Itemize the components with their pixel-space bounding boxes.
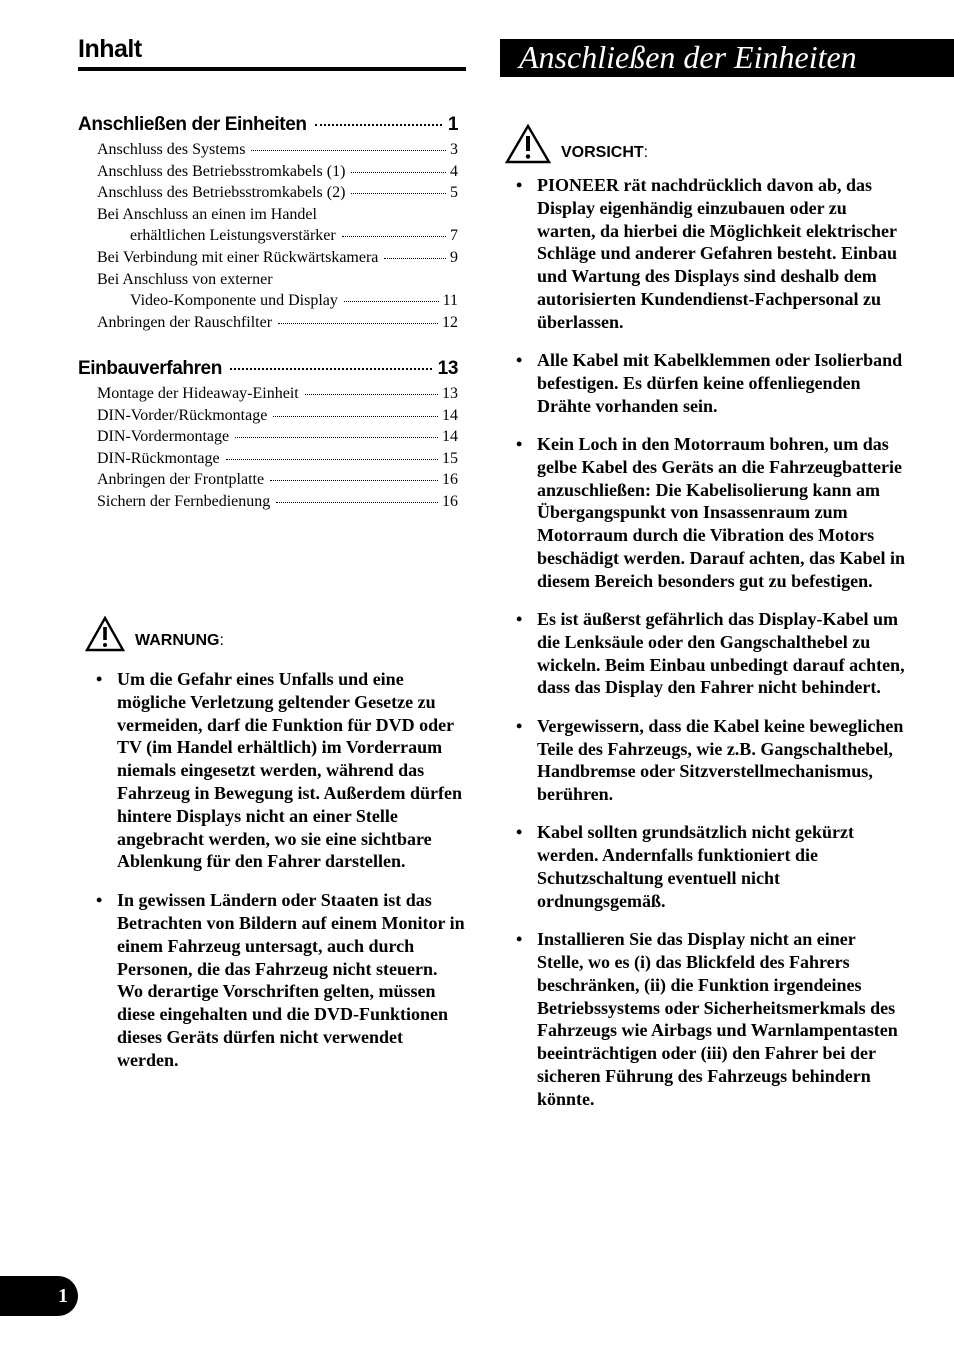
warning-label: WARNUNG: bbox=[135, 632, 224, 649]
toc-main-page: 1 bbox=[447, 114, 458, 135]
toc-entry-line2[interactable] bbox=[78, 290, 458, 312]
dot-leader bbox=[344, 301, 439, 302]
dot-leader bbox=[278, 323, 438, 324]
caution-item-text: Kabel sollten grundsätzlich nicht gekürzt werden. Andernfalls funktioniert die Schutzschaltung eventuell nicht ordnungsgemäß. bbox=[537, 822, 855, 911]
toc-entry-text: Bei Anschluss an einen im Handel bbox=[97, 205, 317, 223]
toc-section-einbauverfahren bbox=[78, 356, 458, 513]
toc-entry-text: Anschluss des Betriebsstromkabels (1) bbox=[97, 162, 346, 180]
toc-entry-text: Anschluss des Betriebsstromkabels (2) bbox=[97, 184, 346, 202]
dot-leader bbox=[273, 416, 438, 417]
toc-entry-page: 3 bbox=[450, 141, 458, 158]
page-number: 1 bbox=[58, 1285, 68, 1307]
warning-triangle-icon bbox=[505, 124, 551, 164]
dot-leader bbox=[351, 172, 446, 173]
toc-entry[interactable] bbox=[78, 469, 458, 491]
bullet: • bbox=[516, 715, 523, 736]
toc-entry-text: Anbringen der Rauschfilter bbox=[97, 313, 273, 331]
bullet: • bbox=[516, 350, 523, 371]
toc-main-entry[interactable] bbox=[78, 112, 458, 138]
warning-block bbox=[85, 616, 465, 1072]
dot-leader bbox=[384, 258, 446, 259]
toc-entry-text: DIN-Rückmontage bbox=[97, 449, 220, 467]
caution-item-text: PIONEER rät nachdrücklich davon ab, das Display eigenhändig einzubauen oder zu warten, da hierbei die Möglichkeit elektrischer Schläge und anderer Gefahren besteht. Einbau und Wartung des Displays sind deshalb dem autorisierten Kundendienst-Fachpersonal zu überlassen. bbox=[537, 175, 898, 332]
dot-leader bbox=[315, 124, 442, 126]
bullet: • bbox=[516, 822, 523, 843]
toc-main-title: Anschließen der Einheiten bbox=[78, 114, 307, 135]
dot-leader bbox=[305, 394, 438, 395]
toc-entry-page: 14 bbox=[442, 428, 458, 446]
dot-leader bbox=[270, 480, 438, 481]
toc-entry-text-cont: Video-Komponente und Display bbox=[130, 292, 338, 310]
caution-block bbox=[505, 124, 905, 1110]
toc-entry-text: Bei Anschluss von externer bbox=[97, 270, 273, 288]
dot-leader bbox=[351, 193, 446, 194]
toc-entry-page: 16 bbox=[442, 471, 458, 489]
toc-entry[interactable] bbox=[78, 491, 458, 513]
warning-item-text: Um die Gefahr eines Unfalls und eine mögliche Verletzung geltender Gesetze zu vermeiden, darf die Funktion für DVD oder TV (im Handel erhältlich) im Vorderraum niemals eingesetzt werden, während das Fahrzeug in Bewegung ist. Außerdem dürfen hintere Displays nicht an einer Stelle angebracht werden, wo sie eine sichtbare Ablenkung für den Fahrer darstellen. bbox=[117, 669, 463, 872]
caution-item bbox=[505, 433, 905, 593]
page-number-tab bbox=[0, 1276, 78, 1316]
toc-entry-text: Sichern der Fernbedienung bbox=[97, 492, 271, 510]
toc-entry[interactable] bbox=[78, 448, 458, 470]
toc-entry-text: DIN-Vorder/Rückmontage bbox=[97, 406, 268, 424]
toc-entry-line1[interactable] bbox=[78, 204, 458, 226]
warning-item bbox=[85, 668, 465, 873]
toc-entry-page: 4 bbox=[450, 162, 458, 180]
dot-leader bbox=[230, 368, 432, 370]
toc-entry-page: 15 bbox=[442, 449, 458, 467]
toc-main-entry[interactable] bbox=[78, 356, 458, 382]
toc-entry-text: Bei Verbindung mit einer Rückwärtskamera bbox=[97, 248, 379, 266]
toc-entry-page: 13 bbox=[442, 385, 458, 402]
dot-leader bbox=[226, 459, 438, 460]
warning-item-text: In gewissen Ländern oder Staaten ist das Betrachten von Bildern auf einem Monitor in einem Fahrzeug untersagt, auch durch Personen, die das Fahrzeug nicht steuern. Wo derartige Vorschriften gelten, müssen diese eingehalten und die DVD-Funktionen dieses Geräts dürfen nicht verwendet werden. bbox=[117, 890, 465, 1070]
caution-item-text: Installieren Sie das Display nicht an einer Stelle, wo es (i) das Blickfeld des Fahrers beschränken, (ii) die Funktion irgendeines Betriebssystems oder Sicherheitsmerkmals des Fahrzeugs wie Airbags und Warnlampentasten beeinträchtigen oder (iii) den Fahrer bei der sicheren Führung des Fahrzeugs behindern könnte. bbox=[537, 929, 898, 1109]
toc-entry[interactable] bbox=[78, 139, 458, 161]
toc-section-anschliessen bbox=[78, 112, 458, 333]
caution-header bbox=[505, 124, 905, 164]
bullet: • bbox=[96, 669, 103, 689]
dot-leader bbox=[235, 437, 438, 438]
dot-leader bbox=[251, 150, 446, 151]
bullet: • bbox=[516, 433, 523, 454]
bullet: • bbox=[96, 890, 103, 911]
toc-main-page: 13 bbox=[437, 358, 458, 379]
toc-entry-text: Anschluss des Systems bbox=[97, 141, 246, 158]
toc-entry-page: 14 bbox=[442, 406, 458, 424]
warning-list bbox=[85, 668, 465, 1072]
toc-entry[interactable] bbox=[78, 312, 458, 334]
dot-leader bbox=[342, 236, 446, 237]
toc-entry-page: 11 bbox=[442, 292, 458, 310]
toc-entry-page: 5 bbox=[450, 184, 458, 202]
caution-item bbox=[505, 174, 905, 334]
toc-entry[interactable] bbox=[78, 383, 458, 405]
toc-entry-page: 16 bbox=[442, 492, 458, 510]
section-banner bbox=[500, 39, 954, 77]
toc-entry[interactable] bbox=[78, 247, 458, 269]
toc-entry-page: 7 bbox=[450, 227, 458, 245]
caution-item bbox=[505, 928, 905, 1110]
caution-list bbox=[505, 174, 905, 1110]
toc-entry-line1[interactable] bbox=[78, 269, 458, 291]
bullet: • bbox=[516, 609, 523, 630]
toc-entry-text: Anbringen der Frontplatte bbox=[97, 471, 265, 489]
toc-entry[interactable] bbox=[78, 426, 458, 448]
toc-entry[interactable] bbox=[78, 161, 458, 183]
caution-item bbox=[505, 608, 905, 699]
section-title: Anschließen der Einheiten bbox=[519, 39, 857, 75]
toc-entry-text: DIN-Vordermontage bbox=[97, 428, 230, 446]
caution-item-text: Kein Loch in den Motorraum bohren, um das gelbe Kabel des Geräts an die Fahrzeugbatterie anzuschließen: Die Kabelisolierung kann am Übergangspunkt von Insassenraum zum Motorraum durch die Vibration des Motors beschädigt werden. Darauf achten, das Kabel in diesem Bereich besonders gut zu befestigen. bbox=[537, 433, 906, 591]
bullet: • bbox=[516, 175, 523, 195]
caution-item-text: Es ist äußerst gefährlich das Display-Kabel um die Lenksäule oder den Gangschalthebel zu wickeln. Beim Einbau unbedingt darauf achten, dass das Display den Fahrer nicht behindert. bbox=[537, 609, 905, 698]
toc-entry-page: 9 bbox=[450, 248, 458, 266]
caution-item-text: Alle Kabel mit Kabelklemmen oder Isolierband befestigen. Es dürfen keine offenliegenden Drähte vorhanden sein. bbox=[537, 350, 903, 416]
caution-item bbox=[505, 821, 905, 912]
caution-item bbox=[505, 349, 905, 417]
bullet: • bbox=[516, 929, 523, 950]
toc-main-title: Einbauverfahren bbox=[78, 358, 222, 379]
caution-label: VORSICHT: bbox=[561, 144, 649, 161]
toc-entry[interactable] bbox=[78, 405, 458, 427]
toc-entry-text: Montage der Hideaway-Einheit bbox=[97, 385, 299, 402]
warning-item bbox=[85, 889, 465, 1071]
warning-triangle-icon bbox=[85, 616, 125, 652]
toc-entry-page: 12 bbox=[442, 313, 458, 331]
caution-item-text: Vergewissern, dass die Kabel keine beweglichen Teile des Fahrzeugs, wie z.B. Gangschalthebel, Handbremse oder Sitzverstellmechanismus, berühren. bbox=[537, 715, 904, 805]
caution-item bbox=[505, 715, 905, 806]
toc-entry-text-cont: erhältlichen Leistungsverstärker bbox=[130, 227, 336, 245]
toc-entry[interactable] bbox=[78, 182, 458, 204]
toc-entry-line2[interactable] bbox=[78, 225, 458, 247]
toc-heading: Inhalt bbox=[78, 33, 466, 71]
dot-leader bbox=[276, 502, 438, 503]
warning-header bbox=[85, 616, 465, 652]
